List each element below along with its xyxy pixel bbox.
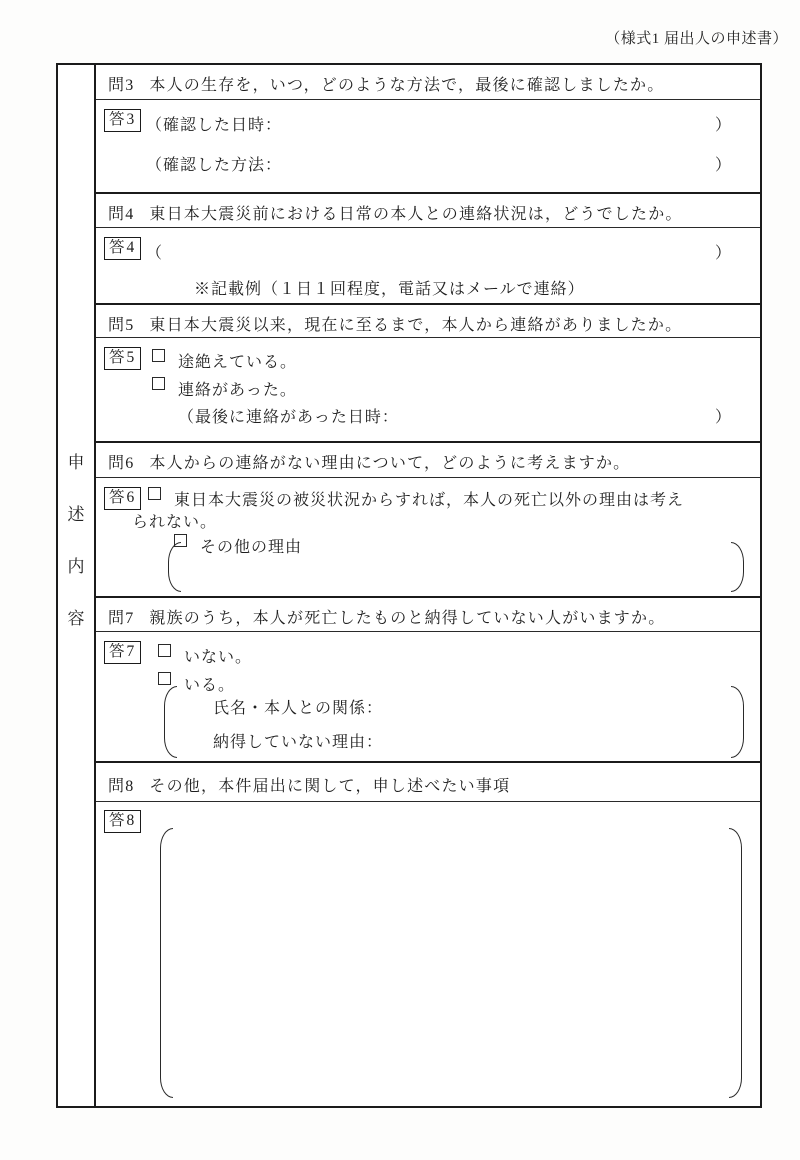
question-text: 本人の生存を，いつ，どのような方法で，最後に確認しましたか。 — [149, 77, 665, 94]
question-row-7 — [96, 598, 760, 632]
question-number: 問6 — [108, 455, 135, 472]
side-label-statement-content — [58, 448, 94, 629]
answer-row-7 — [96, 632, 760, 763]
close-paren: ） — [714, 409, 732, 426]
close-paren: ） — [714, 245, 732, 262]
answer-8-free-text-blank[interactable] — [160, 828, 742, 1098]
question-number: 問3 — [108, 77, 135, 94]
question-row-3 — [96, 65, 760, 100]
big-close-paren-icon — [731, 686, 744, 758]
big-close-paren-icon — [731, 542, 744, 592]
answer-label-8: 答8 — [104, 810, 141, 833]
checkbox-icon[interactable] — [158, 672, 171, 685]
big-open-paren-icon — [160, 828, 173, 1098]
side-label-column — [58, 65, 96, 1106]
side-label-char: 容 — [67, 609, 85, 628]
answer-label-3: 答3 — [104, 109, 141, 132]
answer-row-4 — [96, 228, 760, 305]
answer-3-datetime-line — [146, 112, 760, 135]
option-label-continuation: られない。 — [132, 514, 218, 531]
question-text: その他，本件届出に関して，申し述べたい事項 — [149, 778, 511, 795]
question-text: 東日本大震災以来，現在に至るまで，本人から連絡がありましたか。 — [149, 317, 683, 334]
big-open-paren-icon — [168, 542, 181, 592]
big-open-paren-icon — [164, 686, 177, 758]
option-label: いる。 — [184, 677, 236, 694]
answer-row-6 — [96, 478, 760, 598]
close-paren: ） — [714, 157, 732, 174]
question-row-4 — [96, 194, 760, 228]
answer-row-3 — [96, 100, 760, 194]
checkbox-icon[interactable] — [152, 349, 165, 362]
blank-input-area[interactable] — [282, 112, 715, 135]
option-label: 連絡があった。 — [178, 382, 297, 399]
question-number: 問8 — [108, 778, 135, 795]
side-label-char: 申 — [67, 453, 85, 472]
checkbox-icon[interactable] — [158, 644, 171, 657]
answer-5-last-contact-line — [178, 404, 760, 427]
answer-7-option-1 — [158, 644, 252, 667]
answer-3-method-line — [146, 152, 760, 175]
answer-4-line — [146, 240, 760, 263]
side-label-char: 述 — [67, 505, 85, 524]
close-paren: ） — [714, 117, 732, 134]
question-text: 親族のうち，本人が死亡したものと納得していない人がいますか。 — [149, 610, 666, 627]
side-label-char: 内 — [67, 557, 85, 576]
answer-5-option-2 — [152, 377, 297, 400]
option-label: いない。 — [184, 649, 253, 666]
answer-6-option-1-line-1 — [148, 487, 684, 510]
blank-input-area[interactable] — [181, 542, 731, 592]
blank-input-area[interactable] — [282, 152, 715, 175]
blank-input-area[interactable] — [177, 686, 731, 758]
field-label: （最後に連絡があった日時： — [178, 409, 399, 426]
question-text: 本人からの連絡がない理由について，どのように考えますか。 — [149, 455, 631, 472]
answer-6-option-1-line-2 — [132, 509, 217, 532]
answer-row-8 — [96, 802, 760, 1106]
checkbox-icon[interactable] — [152, 377, 165, 390]
form-title-note: （様式1 届出人の申述書） — [605, 31, 788, 47]
question-number: 問7 — [108, 610, 135, 627]
field-label: （確認した日時： — [146, 117, 283, 134]
question-row-5 — [96, 305, 760, 338]
questions-column — [96, 65, 760, 1106]
blank-input-area[interactable] — [163, 240, 715, 263]
answer-label-5: 答5 — [104, 347, 141, 370]
question-text: 東日本大震災前における日常の本人との連絡状況は，どうでしたか。 — [149, 206, 683, 223]
blank-input-area[interactable] — [173, 828, 729, 1098]
question-number: 問4 — [108, 206, 135, 223]
answer-row-5 — [96, 338, 760, 443]
option-label: 途絶えている。 — [178, 354, 298, 371]
option-label: その他の理由 — [200, 539, 303, 556]
field-label: 納得していない理由： — [213, 734, 384, 751]
answer-7-details-blank[interactable] — [164, 686, 744, 758]
field-label: （確認した方法： — [146, 157, 283, 174]
answer-label-7: 答7 — [104, 641, 141, 664]
example-note-text: ※記載例（１日１回程度，電話又はメールで連絡） — [194, 281, 585, 298]
question-number: 問5 — [108, 317, 135, 334]
answer-4-example-note — [194, 276, 585, 299]
option-label: 東日本大震災の被災状況からすれば，本人の死亡以外の理由は考え — [174, 492, 685, 509]
question-row-8 — [96, 763, 760, 802]
answer-label-4: 答4 — [104, 237, 141, 260]
answer-5-option-1 — [152, 349, 297, 372]
question-row-6 — [96, 443, 760, 478]
open-paren: （ — [146, 245, 164, 262]
answer-label-6: 答6 — [104, 487, 141, 510]
answer-6-other-reason-blank[interactable] — [168, 542, 744, 592]
field-label: 氏名・本人との関係： — [213, 700, 384, 717]
checkbox-icon[interactable] — [148, 487, 161, 500]
blank-input-area[interactable] — [399, 404, 715, 427]
big-close-paren-icon — [729, 828, 742, 1098]
statement-content-table — [56, 63, 762, 1108]
